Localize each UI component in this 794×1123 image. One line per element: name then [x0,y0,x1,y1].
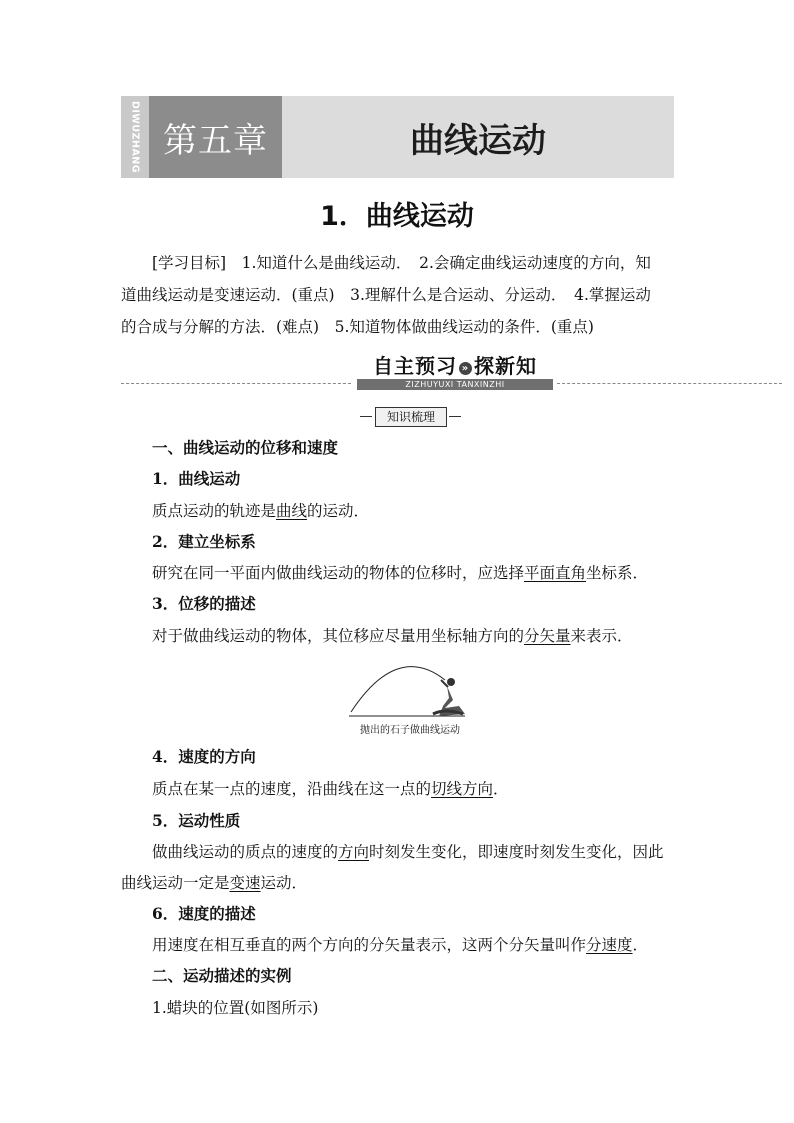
divider-right [557,383,782,384]
s6-text: 用速度在相互垂直的两个方向的分矢量表示，这两个分矢量叫作分速度． [152,936,649,954]
s1-text: 质点运动的轨迹是曲线的运动． [152,502,370,520]
section-banner-pinyin: ZIZHUYUXI TANXINZHI [357,379,553,390]
knowledge-tag-label: 知识梳理 [375,407,447,427]
chapter-side-strip [121,96,149,178]
objectives-line-1: [学习目标] 1.知道什么是曲线运动． 2.会确定曲线运动速度的方向，知 [152,254,651,272]
part1-heading: 一、曲线运动的位移和速度 [152,438,339,457]
section-banner-left: 自主预习 [373,354,457,378]
s3-text: 对于做曲线运动的物体，其位移应尽量用坐标轴方向的分矢量来表示． [152,627,633,645]
s3-heading: 3．位移的描述 [152,594,256,613]
s4-answer: 切线方向 [431,780,494,798]
s5-text-line1: 做曲线运动的质点的速度的方向时刻发生变化，即速度时刻发生变化，因此 [152,843,664,861]
s4-heading: 4．速度的方向 [152,747,256,766]
double-arrow-icon: » [459,362,472,375]
s5-text-line2: 曲线运动一定是变速运动． [121,874,308,892]
part2-heading: 二、运动描述的实例 [152,966,292,985]
s2-heading: 2．建立坐标系 [152,532,256,551]
knowledge-tag [354,406,468,428]
s5-heading: 5．运动性质 [152,811,241,830]
s1-answer: 曲线 [276,502,308,520]
objectives-line-3: 的合成与分解的方法．(难点) 5.知道物体做曲线运动的条件．(重点) [121,318,594,336]
s6-answer: 分速度 [586,936,633,954]
part2-s1-heading: 1.蜡块的位置(如图所示) [152,999,319,1017]
s1-heading: 1．曲线运动 [152,469,241,488]
thrown-stone-figure [347,656,469,724]
s4-text: 质点在某一点的速度，沿曲线在这一点的切线方向． [152,780,509,798]
section-banner-right: 探新知 [474,354,537,378]
figure-caption: 抛出的石子做曲线运动 [360,725,460,736]
chapter-pinyin: DIWUZHANG [129,100,141,174]
chapter-label: 第五章 [149,96,282,178]
s5-answer-2: 变速 [229,874,261,892]
divider-left [121,383,351,384]
objectives-line-2: 道曲线运动是变速运动．(重点) 3.理解什么是合运动、分运动． 4.掌握运动 [121,286,651,304]
s2-text: 研究在同一平面内做曲线运动的物体的位移时，应选择平面直角坐标系． [152,564,649,582]
s3-answer: 分矢量 [524,627,571,645]
lesson-title: 1．曲线运动 [320,201,474,232]
s6-heading: 6．速度的描述 [152,904,256,923]
chapter-title: 曲线运动 [410,120,546,161]
s5-answer-1: 方向 [338,843,370,861]
s2-answer: 平面直角 [524,564,587,582]
